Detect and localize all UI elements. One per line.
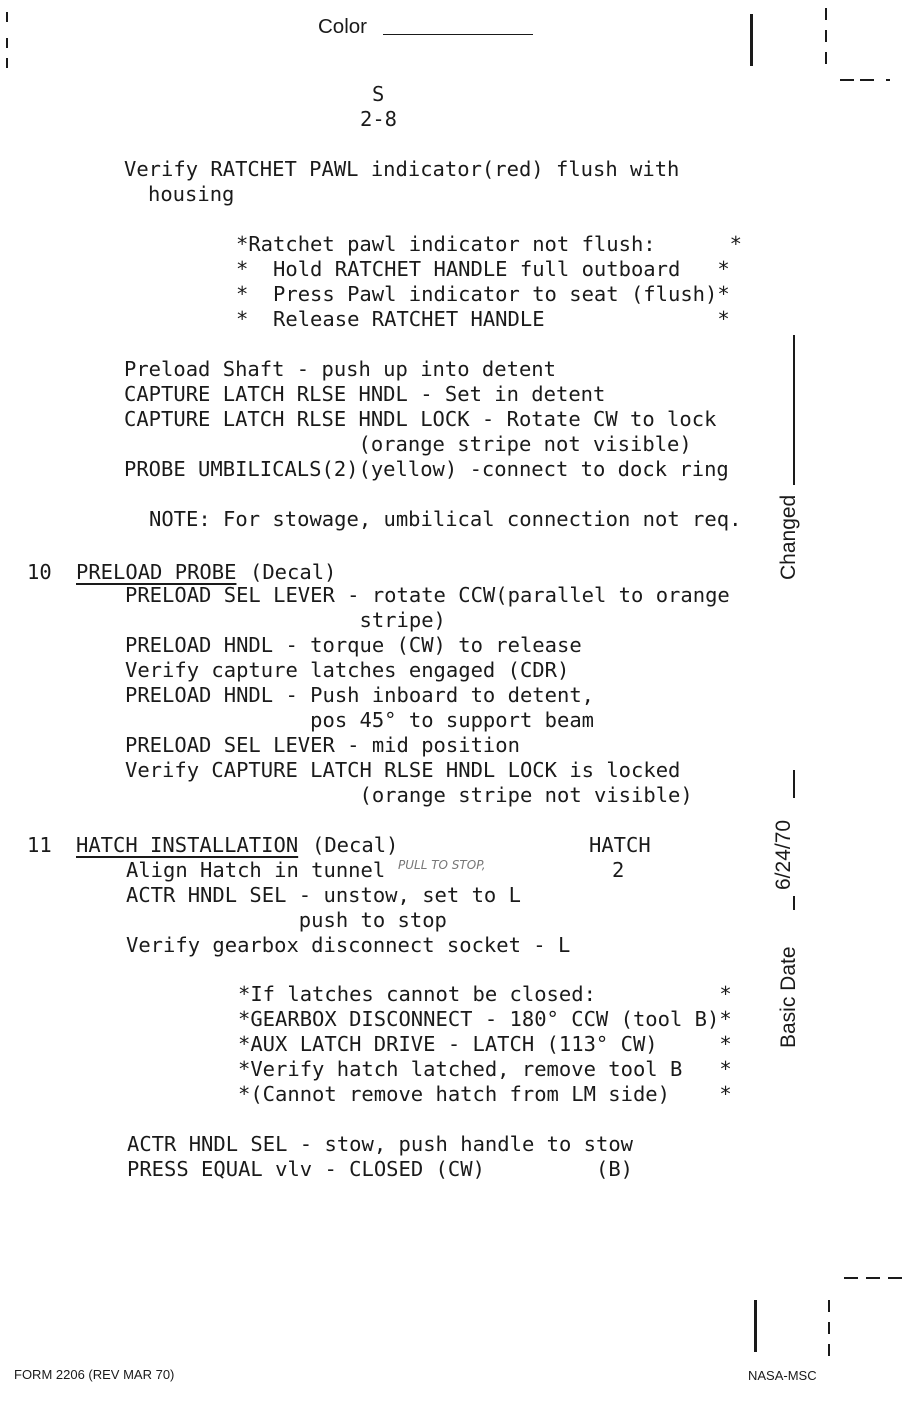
page-number: 2-8 [360,107,398,131]
procedure-line: (orange stripe not visible) [124,432,692,456]
basic-date-value: 6/24/70 [772,819,795,890]
procedure-line: Align Hatch in tunnel [126,858,386,882]
procedure-line: stripe) [125,608,446,632]
basic-date-line [793,896,795,910]
decal-label: (Decal) [312,833,399,857]
hatch-label: HATCH [589,833,651,857]
crop-mark-bottom-right [888,1277,902,1279]
procedure-line: CAPTURE LATCH RLSE HNDL - Set in detent [124,382,606,406]
handwritten-annotation: PULL TO STOP, [398,858,486,872]
procedure-line: ACTR HNDL SEL - unstow, set to L [126,883,521,907]
contingency-line: *Ratchet pawl indicator not flush: * [236,232,743,256]
contingency-line: *(Cannot remove hatch from LM side) * [238,1082,732,1106]
procedure-line: pos 45° to support beam [125,708,594,732]
crop-mark-top-right [840,79,854,81]
procedure-line: ACTR HNDL SEL - stow, push handle to stow [127,1132,634,1156]
ratchet-verify-line-cont: housing [148,182,235,206]
changed-label: Changed [777,494,800,580]
procedure-line: PRELOAD HNDL - Push inboard to detent, [125,683,594,707]
procedure-line: Verify CAPTURE LATCH RLSE HNDL LOCK is locked [125,758,681,782]
basic-date-divider [793,770,795,798]
procedure-line: Preload Shaft - push up into detent [124,357,556,381]
binding-bar-top [750,14,753,66]
contingency-line: *GEARBOX DISCONNECT - 180° CCW (tool B)* [238,1007,732,1031]
crop-mark-top-right [860,79,874,81]
crop-mark-bottom-right [828,1344,830,1356]
binding-bar-bottom [754,1300,757,1352]
step-title: PRELOAD PROBE [76,560,237,584]
ratchet-verify-line: Verify RATCHET PAWL indicator(red) flush with [124,157,680,181]
form-number: FORM 2206 (REV MAR 70) [14,1367,175,1382]
contingency-line: * Release RATCHET HANDLE * [236,307,730,331]
org-label: NASA-MSC [748,1368,817,1383]
procedure-line: PRELOAD SEL LEVER - mid position [125,733,520,757]
crop-mark-bottom-right [844,1277,858,1279]
crop-mark-bottom-right [828,1300,830,1312]
crop-mark-bottom-right [828,1322,830,1334]
contingency-line: *If latches cannot be closed: * [238,982,732,1006]
page-letter: S [372,82,385,106]
hatch-number: 2 [612,858,625,882]
contingency-line: * Hold RATCHET HANDLE full outboard * [236,257,730,281]
procedure-line: (orange stripe not visible) [125,783,693,807]
step-number: 10 [27,560,52,584]
procedure-line: PRELOAD HNDL - torque (CW) to release [125,633,582,657]
crop-mark-top-right [886,79,890,81]
crop-mark-top-left [6,58,8,68]
procedure-line: PRELOAD SEL LEVER - rotate CCW(parallel to orange [125,583,730,607]
procedure-line: PRESS EQUAL vlv - CLOSED (CW) (B) [127,1157,634,1181]
decal-label: (Decal) [250,560,337,584]
stowage-note: NOTE: For stowage, umbilical connection not req. [149,507,742,531]
procedure-line: CAPTURE LATCH RLSE HNDL LOCK - Rotate CW to lock [124,407,717,431]
step-title: HATCH INSTALLATION [76,833,299,857]
color-label: Color [318,15,367,38]
crop-mark-top-left [6,12,8,22]
procedure-line: Verify capture latches engaged (CDR) [125,658,570,682]
contingency-line: *AUX LATCH DRIVE - LATCH (113° CW) * [238,1032,732,1056]
color-blank-line [383,34,533,35]
basic-date-label: Basic Date [777,946,800,1048]
crop-mark-top-left [6,38,8,48]
contingency-line: *Verify hatch latched, remove tool B * [238,1057,732,1081]
procedure-line: PROBE UMBILICALS(2)(yellow) -connect to dock ring [124,457,729,481]
crop-mark-top-right [825,30,827,42]
crop-mark-bottom-right [866,1277,880,1279]
procedure-line: push to stop [126,908,447,932]
contingency-line: * Press Pawl indicator to seat (flush)* [236,282,730,306]
procedure-line: Verify gearbox disconnect socket - L [126,933,571,957]
changed-line [793,335,795,485]
step-number: 11 [27,833,52,857]
crop-mark-top-right [825,52,827,64]
crop-mark-top-right [825,8,827,20]
